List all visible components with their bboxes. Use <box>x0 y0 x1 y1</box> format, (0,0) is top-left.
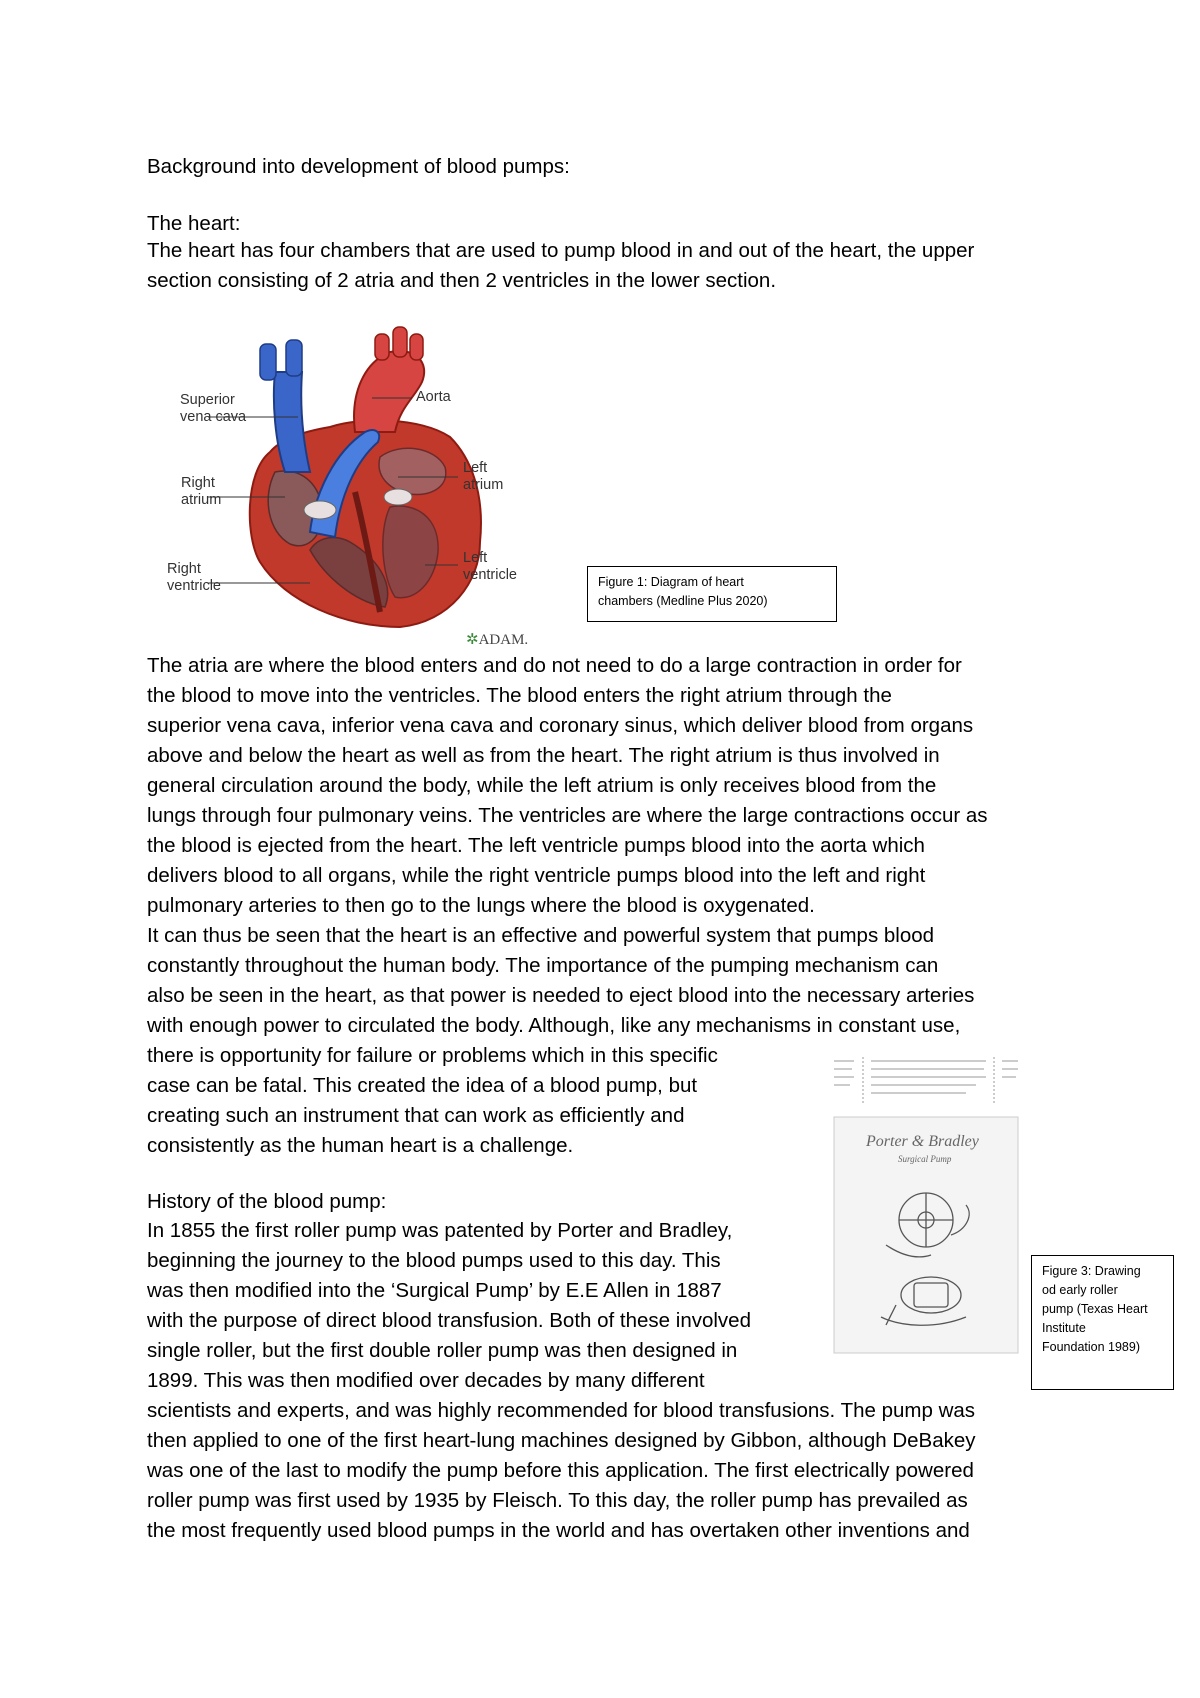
roller-pump-drawing <box>826 1055 1026 1355</box>
text-line: single roller, but the first double roller pump was then designed in <box>147 1339 738 1362</box>
text-line: pulmonary arteries to then go to the lungs where the blood is oxygenated. <box>147 894 815 917</box>
label-left-ventricle <box>463 550 517 584</box>
patent-subtitle: Surgical Pump <box>898 1154 952 1164</box>
label-line: Right <box>181 475 215 491</box>
label-line: atrium <box>181 492 222 508</box>
label-right-atrium <box>181 475 221 509</box>
text-line: then applied to one of the first heart-lung machines designed by Gibbon, although DeBakey <box>147 1429 976 1452</box>
text-line: creating such an instrument that can work as efficiently and <box>147 1104 685 1127</box>
text-line: also be seen in the heart, as that power is needed to eject blood into the necessary arteries <box>147 984 975 1007</box>
caption-line: pump (Texas Heart <box>1042 1302 1148 1316</box>
text-line: superior vena cava, inferior vena cava and coronary sinus, which deliver blood from organs <box>147 714 974 737</box>
label-line: ventricle <box>463 567 517 583</box>
label-line: Left <box>463 460 488 476</box>
adam-logo-icon: ✲ <box>466 632 479 648</box>
blood-pump-idea-paragraph <box>147 1041 718 1161</box>
text-line: with the purpose of direct blood transfusion. Both of these involved <box>147 1309 751 1332</box>
text-line: delivers blood to all organs, while the right ventricle pumps blood into the left and right <box>147 864 926 887</box>
text-line: section consisting of 2 atria and then 2 ventricles in the lower section. <box>147 269 777 292</box>
text-line: was then modified into the ‘Surgical Pump’ by E.E Allen in 1887 <box>147 1279 722 1302</box>
label-aorta: Aorta <box>416 389 451 405</box>
text-line: The heart has four chambers that are used to pump blood in and out of the heart, the upper <box>147 239 975 262</box>
caption-line: od early roller <box>1042 1283 1118 1297</box>
label-line: atrium <box>463 477 504 493</box>
history-section-title: History of the blood pump: <box>147 1190 387 1213</box>
text-line: constantly throughout the human body. The importance of the pumping mechanism can <box>147 954 939 977</box>
label-line: Right <box>167 561 201 577</box>
text-line: general circulation around the body, while the left atrium is only receives blood from the <box>147 774 937 797</box>
text-line: lungs through four pulmonary veins. The ventricles are where the large contractions occur as <box>147 804 988 827</box>
caption-line: Figure 1: Diagram of heart <box>598 575 744 589</box>
text-line: In 1855 the first roller pump was patented by Porter and Bradley, <box>147 1219 733 1242</box>
patent-drawing-figure <box>826 1055 1026 1355</box>
text-line: roller pump was first used by 1935 by Fleisch. To this day, the roller pump has prevailed as <box>147 1489 968 1512</box>
document-heading: Background into development of blood pumps: <box>147 155 570 178</box>
label-left-atrium <box>463 460 503 494</box>
text-line: It can thus be seen that the heart is an effective and powerful system that pumps blood <box>147 924 935 947</box>
label-line: Superior <box>180 392 235 408</box>
text-line: the most frequently used blood pumps in the world and has overtaken other inventions and <box>147 1519 970 1542</box>
text-line: there is opportunity for failure or problems which in this specific <box>147 1044 718 1067</box>
heart-section-title: The heart: <box>147 212 241 235</box>
text-line: was one of the last to modify the pump before this application. The first electrically powered <box>147 1459 974 1482</box>
caption-line: Institute <box>1042 1321 1086 1335</box>
text-line: consistently as the human heart is a challenge. <box>147 1134 574 1157</box>
adam-logo-text: ADAM. <box>478 632 529 648</box>
label-line: vena cava <box>180 409 247 425</box>
text-line: the blood is ejected from the heart. The left ventricle pumps blood into the aorta which <box>147 834 925 857</box>
caption-line: chambers (Medline Plus 2020) <box>598 594 768 608</box>
caption-line: Figure 3: Drawing <box>1042 1264 1141 1278</box>
text-line: with enough power to circulated the body. Although, like any mechanisms in constant use, <box>147 1014 961 1037</box>
label-superior-vena-cava <box>180 392 246 426</box>
label-line: Left <box>463 550 488 566</box>
text-line: 1899. This was then modified over decades by many different <box>147 1369 705 1392</box>
heart-function-paragraph <box>147 651 988 1041</box>
caption-line: Foundation 1989) <box>1042 1340 1140 1354</box>
text-line: above and below the heart as well as from the heart. The right atrium is thus involved in <box>147 744 940 767</box>
patent-title: Porter & Bradley <box>866 1133 979 1150</box>
text-line: The atria are where the blood enters and do not need to do a large contraction in order for <box>147 654 962 677</box>
figure1-caption <box>587 566 837 622</box>
text-line: scientists and experts, and was highly recommended for blood transfusions. The pump was <box>147 1399 976 1422</box>
label-line: ventricle <box>167 578 221 594</box>
adam-logo <box>466 630 528 649</box>
text-line: the blood to move into the ventricles. The blood enters the right atrium through the <box>147 684 892 707</box>
text-line: beginning the journey to the blood pumps used to this day. This <box>147 1249 721 1272</box>
text-line: case can be fatal. This created the idea of a blood pump, but <box>147 1074 698 1097</box>
figure3-caption <box>1031 1255 1174 1390</box>
label-right-ventricle <box>167 561 221 595</box>
